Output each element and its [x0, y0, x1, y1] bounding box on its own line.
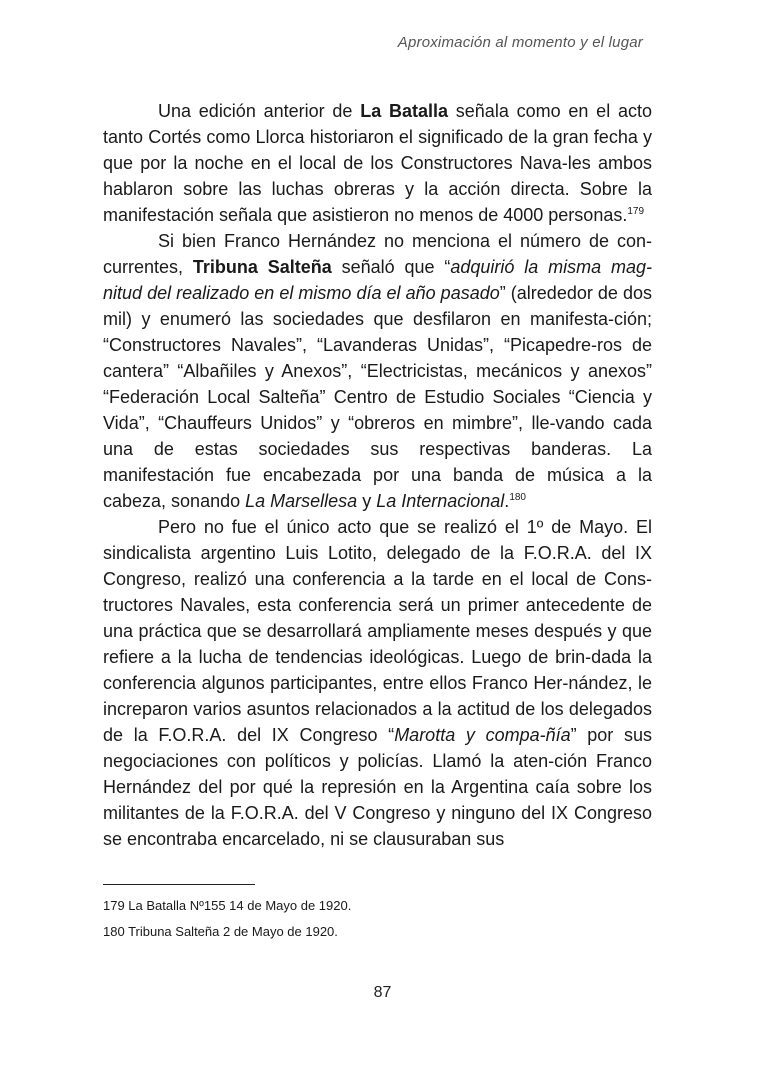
paragraph — [103, 514, 652, 852]
footnote-180: 180 Tribuna Salteña 2 de Mayo de 1920. — [103, 924, 338, 939]
running-head: Aproximación al momento y el lugar — [397, 34, 643, 51]
italic-text: La Internacional — [376, 491, 505, 511]
page-number: 87 — [373, 984, 392, 1001]
paragraph — [103, 98, 652, 228]
footnote-ref: 179 — [627, 206, 645, 217]
text-run: señala como en el acto tanto Cortés como Llorca historiaron el significado de la gran fecha y que por la noche en el local de los Constructores Nava-les ambos hablaron sobre las luchas obreras y la acción directa. Sobre la manifestación señala que asistieron no menos de 4000 personas. — [103, 101, 652, 225]
footnote-ref: 180 — [509, 492, 526, 503]
footnotes — [103, 893, 652, 945]
text-run: Si bien Franco Hernández no menciona el número de con-currentes, — [103, 231, 652, 277]
italic-text: adquirió la misma mag-nitud del realizado en el mismo día el año pasado — [103, 257, 652, 303]
text-run: Pero no fue el único acto que se realizó el 1º de Mayo. El sindicalista argentino Luis Lotito, delegado de la F.O.R.A. del IX Congreso, realizó una conferencia a la tarde en el local de Cons-tructores Navales, esta conferencia será un primer antecedente de una práctica que se desarrollará ampliamente meses después y que refiere a la lucha de tendencias ideológicas. Luego de brin-dada la conferencia algunos participantes, entre ellos Franco Her-nández, le increparon varios asuntos relacionados a la actitud de los delegados de la F.O.R.A. del IX Congreso “ — [103, 517, 652, 745]
italic-text: La Marsellesa — [245, 491, 358, 511]
bold-title: La Batalla — [360, 101, 449, 121]
footnote-179: 179 La Batalla Nº155 14 de Mayo de 1920. — [103, 898, 352, 913]
text-run: ” por sus negociaciones con políticos y policías. Llamó la aten-ción Franco Hernández del por qué la represión en la Argentina caía sobre los militantes de la F.O.R.A. del V Congreso y ninguno del IX Congreso se encontraba encarcelado, ni se clausuraban sus — [103, 725, 652, 849]
bold-title: Tribuna Salteña — [192, 257, 332, 277]
paragraph — [103, 228, 652, 514]
footnote-rule — [103, 884, 255, 885]
text-run: ” (alrededor de dos mil) y enumeró las sociedades que desfilaron en manifesta-ción; “Constructores Navales”, “Lavanderas Unidas”, “Picapedre-ros de cantera” “Albañiles y Anexos”, “Electricistas, mecánicos y anexos” “Federación Local Salteña” Centro de Estudio Sociales “Ciencia y Vida”, “Chauffeurs Unidos” y “obreros en mimbre”, lle-vando cada una de estas sociedades sus respectivas banderas. La manifestación fue encabezada por una banda de música a la cabeza, sonando — [103, 283, 652, 511]
italic-text: Marotta y compa-ñía — [394, 725, 571, 745]
text-run: . — [504, 491, 510, 511]
body-text — [103, 98, 652, 852]
text-run: Una edición anterior de — [158, 101, 361, 121]
text-run: señaló que “ — [331, 257, 451, 277]
text-run: y — [357, 491, 377, 511]
